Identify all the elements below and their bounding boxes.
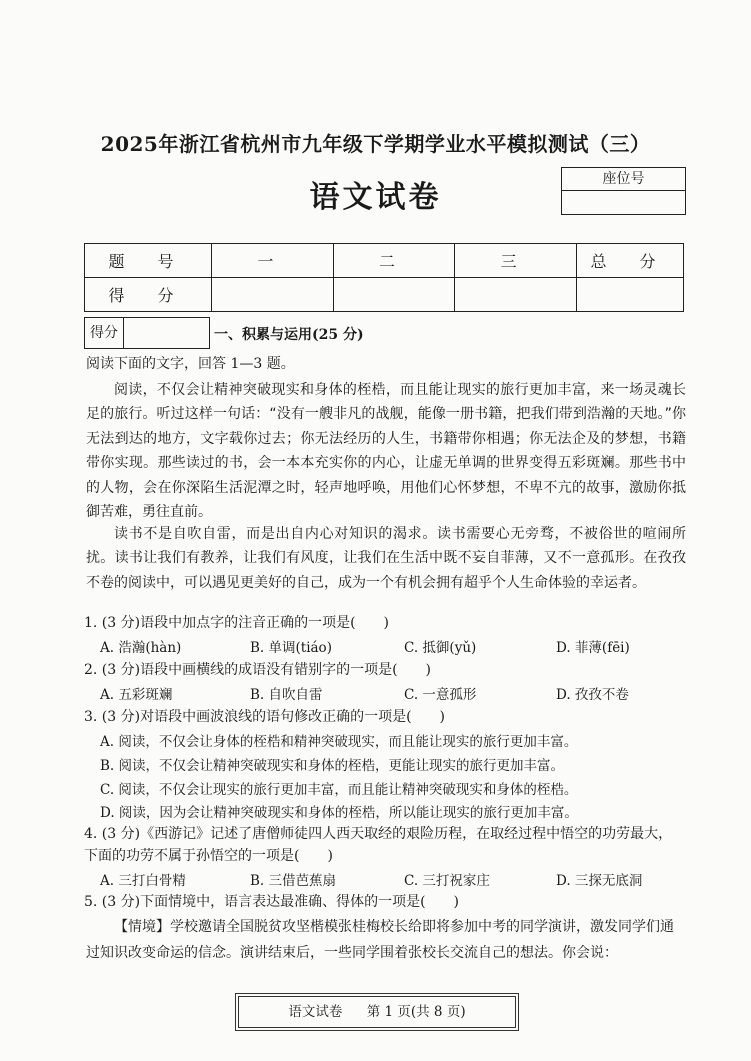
option: D. 三探无底洞 [556,873,643,889]
question-1-options [100,636,700,658]
passage-paragraph: 读书不是自吹自雷，而是出自内心对知识的渴求。读书需要心无旁骛，不被俗世的喧闹所扰。读书让我们有教养，让我们有风度，让我们在生活中既不妄自菲薄，又不一意孤形。在孜孜不卷的阅读中，可以遇见更美好的自己，成为一个有机会拥有超乎个人生命体验的幸运者。 [86,526,686,591]
option: B. 自吹自雷 [250,687,323,703]
option: A. 阅读，不仅会让身体的桎梏和精神突破现实，而且能让现实的旅行更加丰富。 [100,734,578,750]
exam-subtitle: 语文试卷 [309,180,442,215]
passage-paragraph: 阅读，不仅会让精神突破现实和身体的桎梏，而且能让现实的旅行更加丰富，来一场灵魂长足的旅行。听过这样一句话：“没有一艘非凡的战舰，能像一册书籍，把我们带到浩瀚的天地。”你无法到达的地方，文字载你过去；你无法经历的人生，书籍带你相遇；你无法企及的梦想，书籍带你实现。那些读过的书，会一本本充实你的内心，让虚无单调的世界变得五彩斑斓。那些书中的人物，会在你深陷生活泥潭之时，轻声地呼唤，用他们心怀梦想，不卑不亢的故事，激励你抵御苦难，勇往直前。 [86,382,686,521]
question-2-options [100,683,700,705]
seat-number-box [561,167,686,215]
score-header-cell: 总 分 [577,244,684,278]
score-cell [212,278,334,312]
question-5: 5. (3 分)下面情境中，语言表达最准确、得体的一项是( ) [84,894,460,910]
question-1: 1. (3 分)语段中加点字的注音正确的一项是( ) [84,615,390,631]
option: B. 阅读，不仅会让精神突破现实和身体的桎梏，更能让现实的旅行更加丰富。 [100,758,565,774]
option: C. 阅读，不仅会让现实的旅行更加丰富，而且能让精神突破现实和身体的桎梏。 [100,782,578,798]
option: D. 孜孜不卷 [556,687,629,703]
option: B. 三借芭蕉扇 [250,873,337,889]
score-table-score-row [85,278,684,312]
question-4-options [100,869,700,891]
score-header-cell: 二 [333,244,455,278]
score-cell [455,278,577,312]
option: D. 菲薄(fēi) [556,640,630,656]
score-table-header-row [85,244,684,278]
page-footer [238,996,516,1028]
option: A. 五彩斑斓 [100,687,173,703]
option: C. 抵御(yǔ) [404,640,477,656]
option: B. 单调(tiáo) [250,640,332,656]
option: C. 一意孤形 [404,687,477,703]
option: D. 阅读，因为会让精神突破现实和身体的桎梏，所以能让现实的旅行更加丰富。 [100,805,578,821]
score-row-label: 得 分 [85,278,212,312]
footer-page-number: 第 1 页(共 8 页) [366,1004,466,1020]
reading-instruction: 阅读下面的文字，回答 1—3 题。 [86,356,295,372]
question-4: 4. (3 分)《西游记》记述了唐僧师徒四人西天取经的艰险历程，在取经过程中悟空的功劳最大，下面的功劳不属于孙悟空的一项是( ) [84,826,673,864]
score-table [84,243,684,312]
option: A. 浩瀚(hàn) [100,640,182,656]
option: A. 三打白骨精 [100,873,186,889]
score-cell [333,278,455,312]
score-header-cell: 题 号 [85,244,212,278]
question-2: 2. (3 分)语段中画横线的成语没有错别字的一项是( ) [84,662,432,678]
score-cell [577,278,684,312]
section-score-box [84,317,210,349]
option: C. 三打祝家庄 [404,873,490,889]
section-score-label: 得分 [85,318,124,348]
score-header-cell: 一 [212,244,334,278]
section-heading: 一、积累与运用(25 分) [214,327,364,343]
question-3: 3. (3 分)对语段中画波浪线的语句修改正确的一项是( ) [84,709,446,725]
score-header-cell: 三 [455,244,577,278]
scenario-text: 【情境】学校邀请全国脱贫攻坚楷模张桂梅校长给即将参加中考的同学演讲，激发同学们通过知识改变命运的信念。演讲结束后，一些同学围着张校长交流自己的想法。你会说： [86,919,674,961]
footer-subject: 语文试卷 [288,1004,343,1020]
exam-title: 2025年浙江省杭州市九年级下学期学业水平模拟测试（三） [100,132,651,156]
seat-number-label: 座位号 [562,168,685,191]
